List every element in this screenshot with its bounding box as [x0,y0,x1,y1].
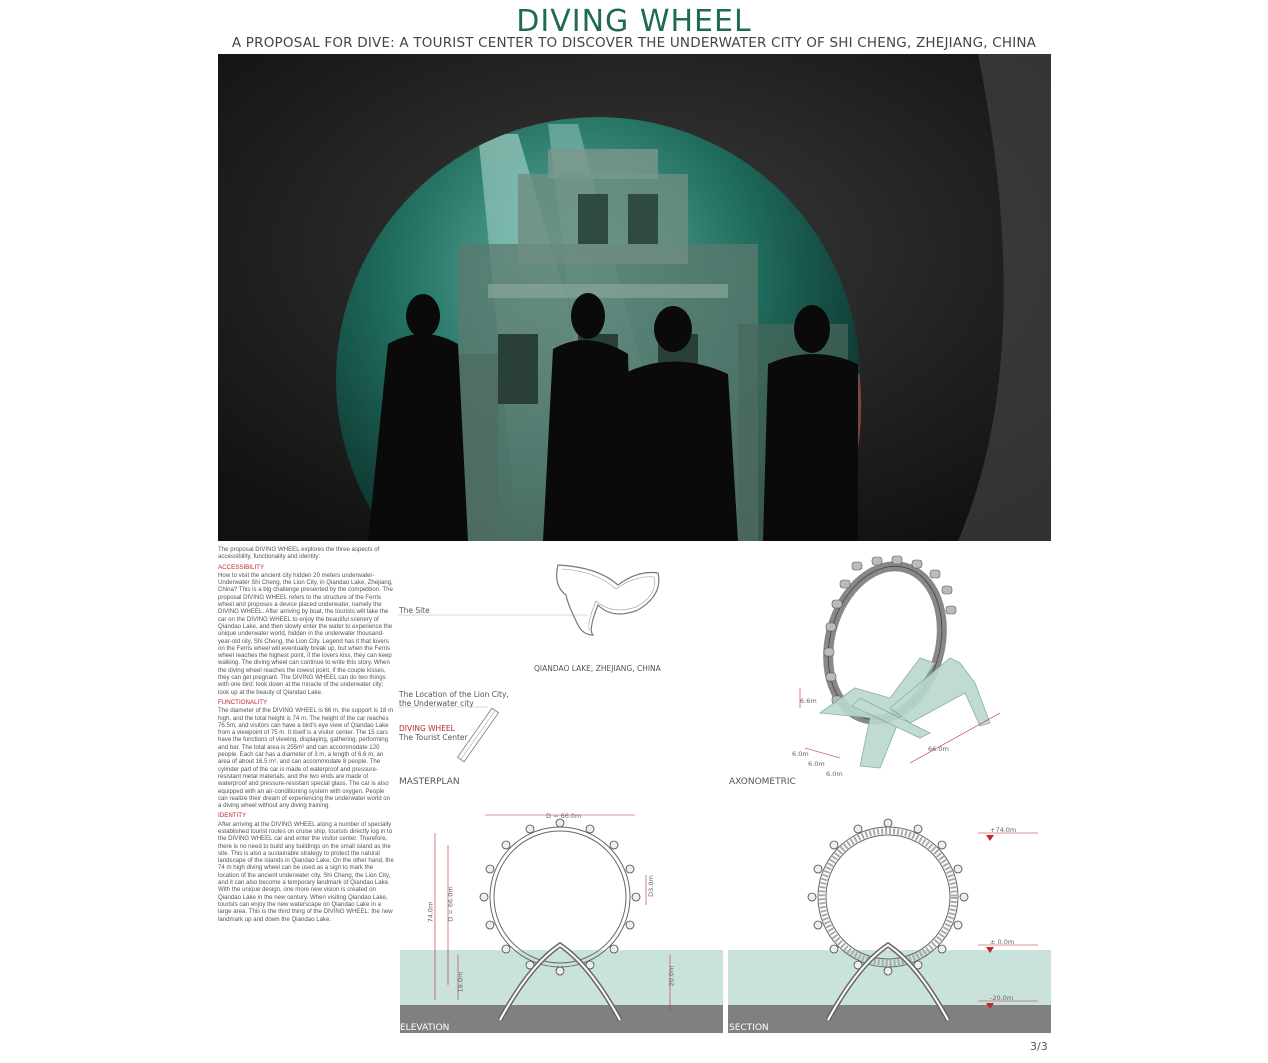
axo-dim-6-0c: 6.0m [826,770,843,778]
axo-dim-6-0b: 6.0m [808,760,825,768]
elev-dim-d66: D = 66.0m [446,886,455,922]
section-level-74: +74.0m [990,826,1017,834]
intro-text: The proposal DIVING WHEEL explores the three aspects of accessibility, functionality and identity: [218,546,380,561]
axonometric-caption: AXONOMETRIC [729,777,796,787]
accessibility-text: How to visit the ancient city hidden 20 meters underwater-Underwater Shi Cheng, the Lion City, in Qiandao Lake, Zhejiang, China? This is a big challenge presented by the competition. The proposal DIVING WHEEL refers to the structure of the Ferris wheel and proposes a device placed underwater, namely the DIVING WHEEL. After arriving by boat, the tourists will take the car on the DIVING WHEEL to enjoy the beautiful scenery of Qiandao Lake, and then slowly enter the water to experience the unique underwater world, hidden in the underwater thousand-year-old city, Shi Cheng, the Lion City. Legend has it that lovers on the Ferris wheel will eventually break up, but when the Ferris wheel reaches the highest point, if the lovers kiss, they can keep walking. The diving wheel can continue to write this story. When the diving wheel reaches the lowest point, if the couple kisses, they can get pregnant. The DIVING WHEEL can do two things with one bird: look down at the miracle of the underwater city; look up at the beauty of Qiandao Lake. [218,571,393,696]
lion-city-label: The Location of the Lion City, the Underwater city [399,690,509,708]
elev-dim-3: D3.0m [646,875,655,897]
elev-dim-18: 18.0m [456,971,465,993]
lake-label: QIANDAO LAKE, ZHEJIANG, CHINA [534,664,661,673]
functionality-text: The diameter of the DIVING WHEEL is 66 m, the support is 18 m high, and the total height is 74 m. The height of the car reaches 76.5m, and visitors can have a bird's eye view of Qiandao Lake from a viewpoint of 75 m. It itself is a visitor center. The 15 cars have the functions of viewing, displaying, gathering, performing and bar. The total area is 255m² and can accommodate 120 people. Each car has a diameter of 3 m, a length of 6.6 m, an area of about 16.5 m², and can accommodate 8 people. The cylinder part of the car is made of waterproof and pressure-resistant metal materials, and the two ends are made of waterproof and pressure-resistant special glass. The car is also equipped with an air-conditioning system with oxygen. People can realize their dream of experiencing the underwater world on a diving wheel without any diving training. [218,707,394,810]
identity-text: After arriving at the DIVING WHEEL along a number of specially established tourist routes on cruise ship, tourists directly log in to the DIVING WHEEL car and enter the visitor center. Therefore, there is no need to build any buildings on the small island as the site. This is also a sustainable strategy to protect the natural landscape of the islands in Qiandao Lake. On the other hand, the 74 m high diving wheel can be used as a sign to mark the location of the ancient underwater city, Shi Cheng, the Lion City, and it can also become a temporary landmark of Qiandao Lake. With the unique design, one more new vision is created on Qiandao Lake in the new century. When visiting Qiandao Lake, tourists can enjoy the new waterscape on Qiandao Lake in a large area. This is the third thing of the DIVING WHEEL: the new landmark up and down the Qiandao Lake. [218,820,394,923]
section-level-20: -20.0m [990,994,1014,1002]
poster-subtitle: A PROPOSAL FOR DIVE: A TOURIST CENTER TO DISCOVER THE UNDERWATER CITY OF SHI CHENG, ZHEJIANG, CHINA [231,35,1037,51]
poster-title: DIVING WHEEL [516,4,752,39]
identity-heading: IDENTITY [218,812,247,820]
axo-dim-6-0a: 6.0m [792,750,809,758]
elev-dim-20: 20.0m [667,965,676,987]
diving-wheel-label: DIVING WHEEL [399,724,455,733]
description-text [218,546,394,923]
hero-rendering [218,54,1051,541]
elevation-caption: ELEVATION [400,1023,450,1033]
accessibility-heading: ACCESSIBILITY [218,563,265,571]
section-level-0: ± 0.0m [990,938,1015,946]
elev-dim-d: D = 66.0m [546,812,582,820]
axo-dim-6-6: 6.6m [800,697,817,705]
site-label: The Site [399,606,430,615]
axo-dim-66: 66.0m [928,745,949,753]
page-number: 3/3 [1030,1040,1048,1053]
masterplan-caption: MASTERPLAN [399,777,460,787]
tourist-center-label: The Tourist Center [399,733,468,742]
section-caption: SECTION [729,1023,769,1033]
elev-dim-74: 74.0m [426,901,435,923]
functionality-heading: FUNCTIONALITY [218,698,268,706]
